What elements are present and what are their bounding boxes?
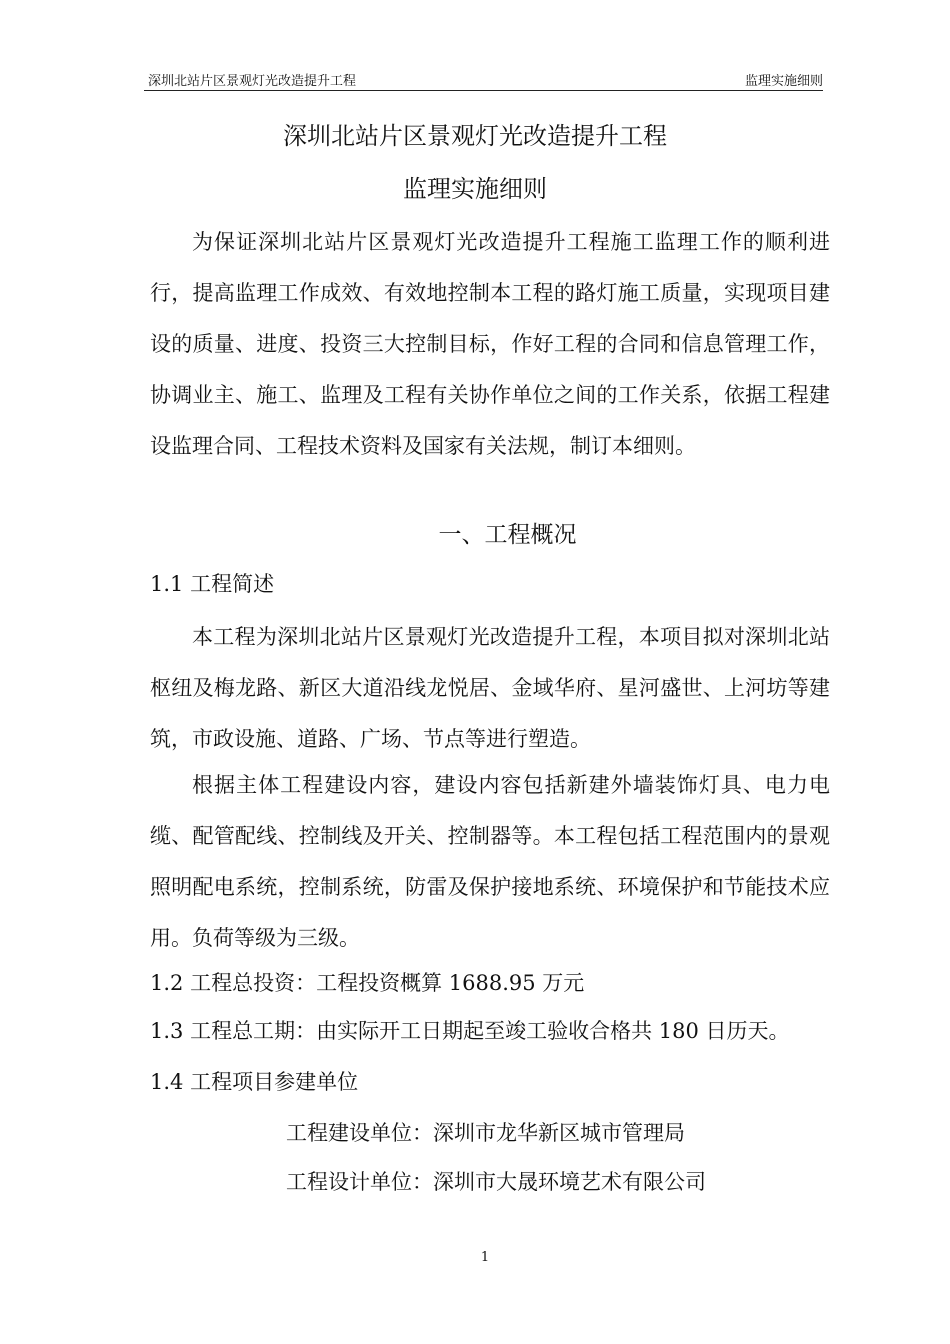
header-doc-type: 监理实施细则 xyxy=(744,74,823,89)
design-unit-line: 工程设计单位：深圳市大晟环境艺术有限公司 xyxy=(286,1170,706,1194)
section-heading: 一、工程概况 xyxy=(438,522,577,548)
intro-paragraph: 为保证深圳北站片区景观灯光改造提升工程施工监理工作的顺利进行，提高监理工作成效、有效地控制本工程的路灯施工质量，实现项目建设的质量、进度、投资三大控制目标，作好工程的合同和信息管理工作，协调业主、施工、监理及工程有关协作单位之间的工作关系，依据工程建设监理合同、工程技术资料及国家有关法规，制订本细则。 xyxy=(150,230,830,458)
total-investment-line: 1.2 工程总投资：工程投资概算 1688.95 万元 xyxy=(150,971,585,995)
page-number: 1 xyxy=(480,1250,490,1265)
total-duration-line: 1.3 工程总工期：由实际开工日期起至竣工验收合格共 180 日历天。 xyxy=(150,1019,790,1043)
construction-content-paragraph: 根据主体工程建设内容，建设内容包括新建外墙装饰灯具、电力电缆、配管配线、控制线及开关、控制器等。本工程包括工程范围内的景观照明配电系统，控制系统，防雷及保护接地系统、环境保护和节能技术应用。负荷等级为三级。 xyxy=(150,773,830,950)
construction-unit-line: 工程建设单位：深圳市龙华新区城市管理局 xyxy=(286,1121,685,1145)
header-project-name: 深圳北站片区景观灯光改造提升工程 xyxy=(148,74,357,89)
participating-units-heading: 1.4 工程项目参建单位 xyxy=(150,1070,359,1094)
subsection-heading-1-1: 1.1 工程简述 xyxy=(150,572,275,596)
document-subtitle: 监理实施细则 xyxy=(403,175,547,203)
document-title: 深圳北站片区景观灯光改造提升工程 xyxy=(283,122,667,150)
project-overview-paragraph: 本工程为深圳北站片区景观灯光改造提升工程，本项目拟对深圳北站枢纽及梅龙路、新区大道沿线龙悦居、金域华府、星河盛世、上河坊等建筑，市政设施、道路、广场、节点等进行塑造。 xyxy=(150,625,830,751)
page-header xyxy=(144,68,823,91)
